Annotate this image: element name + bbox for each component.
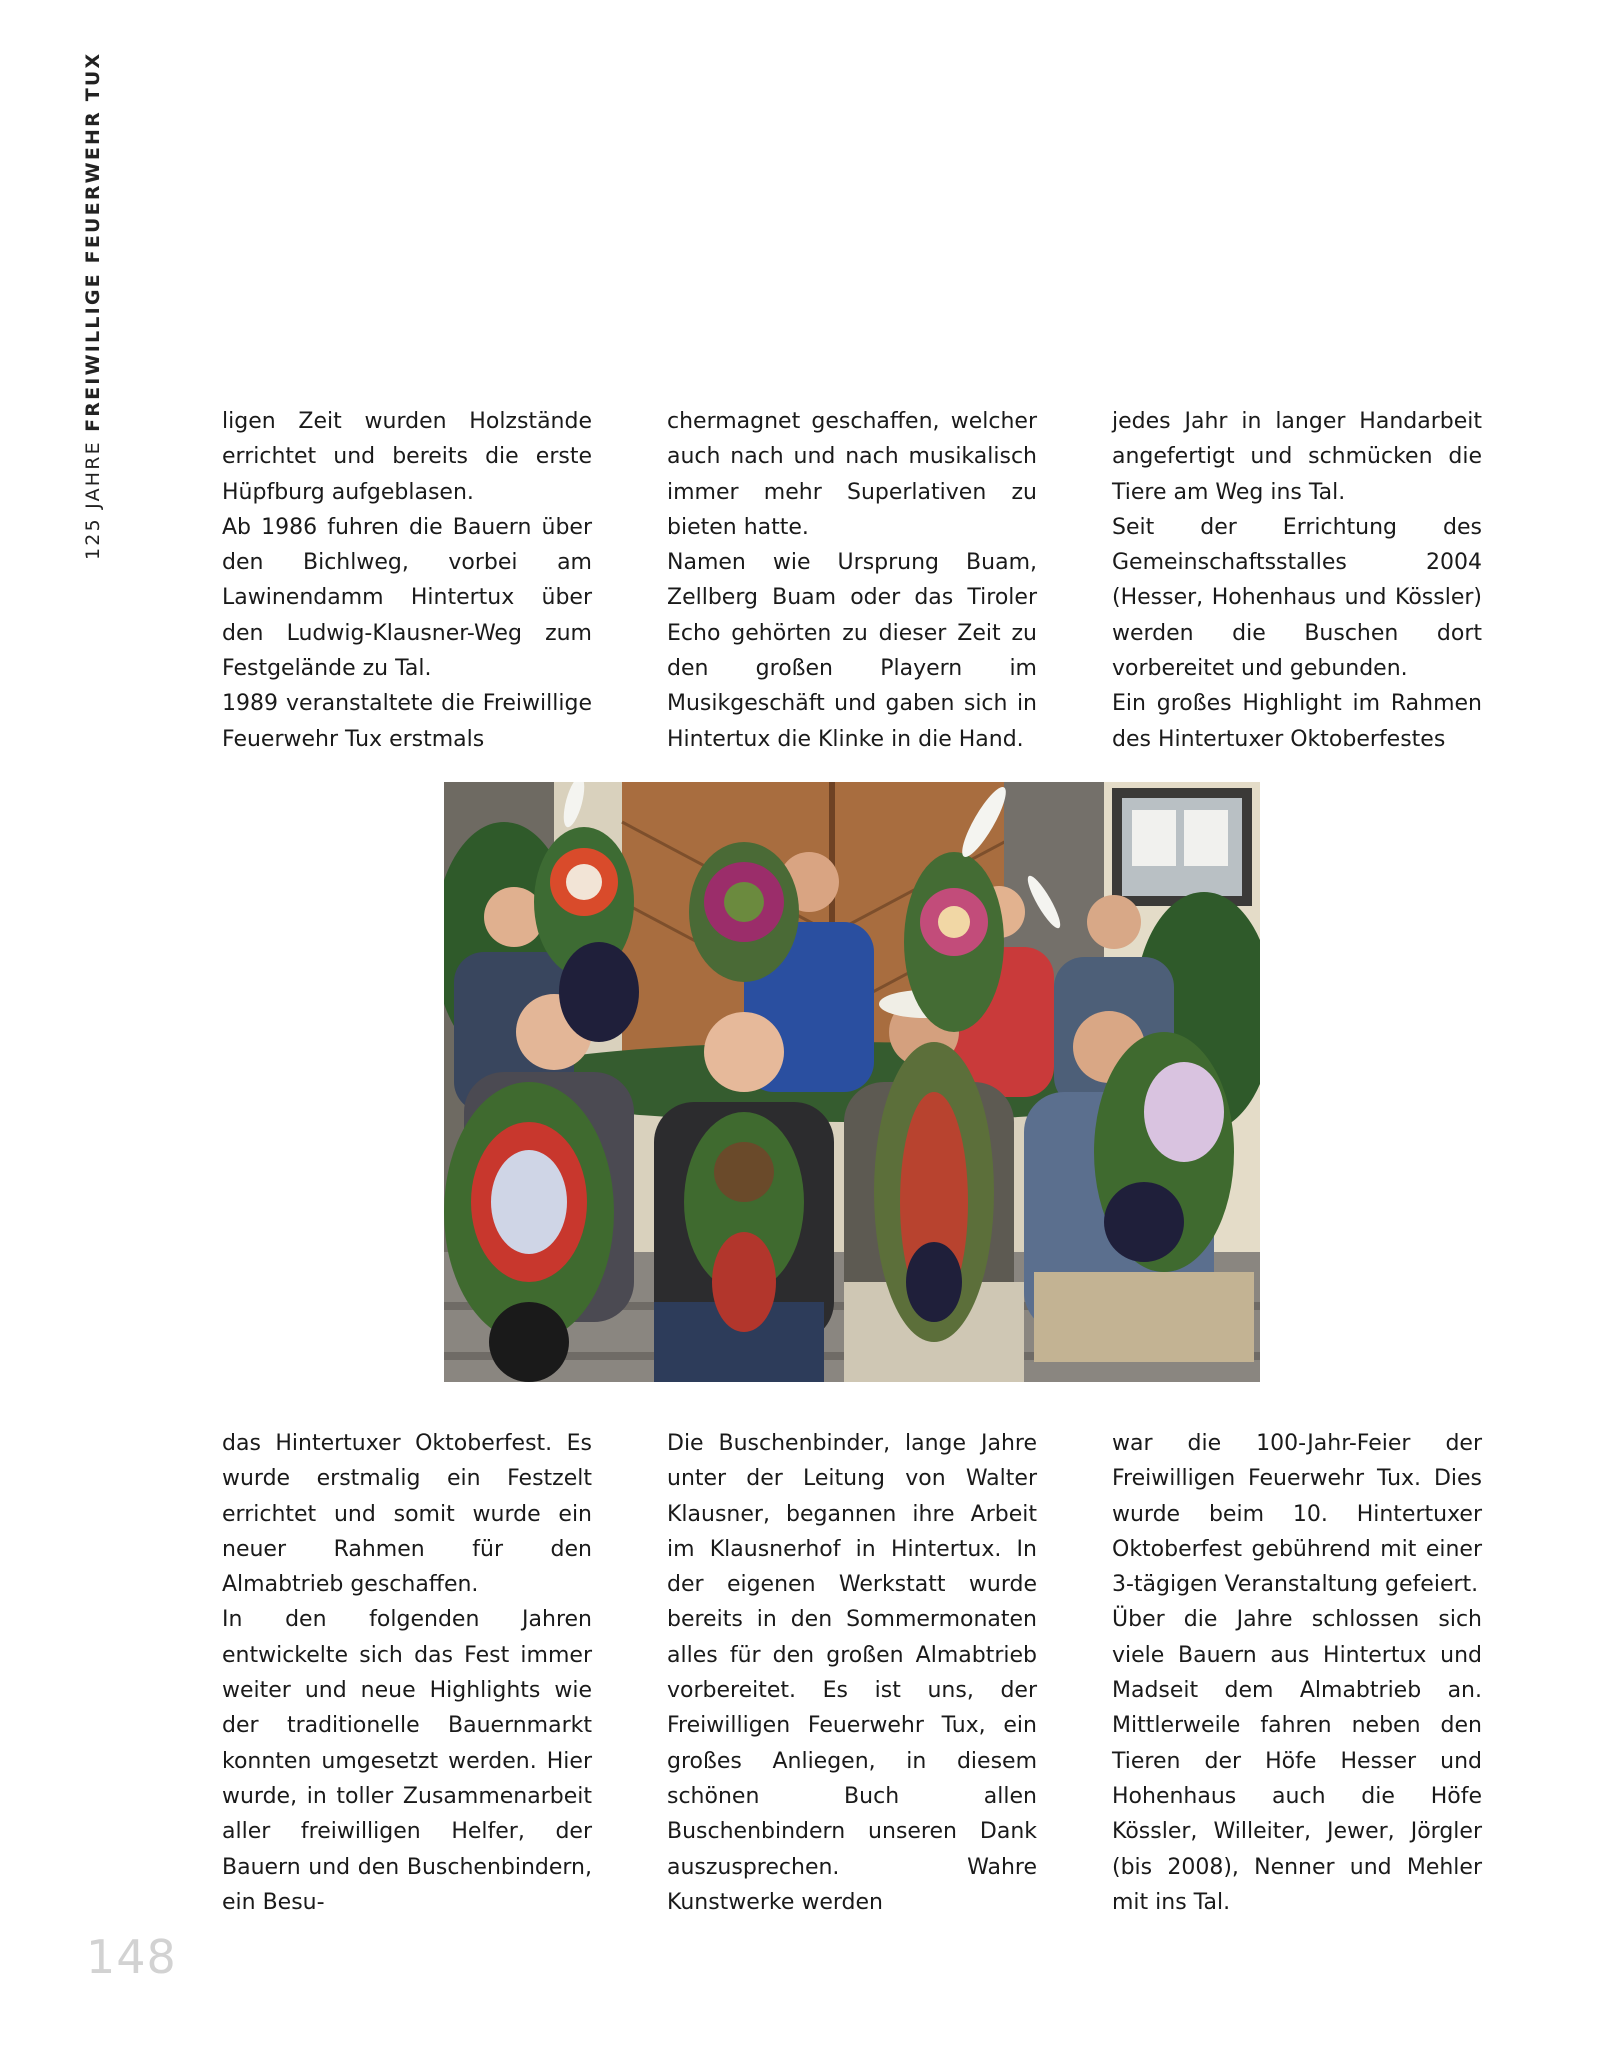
paragraph: Namen wie Ursprung Buam, Zellberg Buam oder das Tiroler Echo gehörten zu dieser Zeit zu den großen Playern im Musikgeschäft und gaben sich in Hintertux die Klinke in die Hand. [667, 550, 1037, 752]
text-column-top-2 [667, 404, 1037, 757]
paragraph: Über die Jahre schlossen sich viele Bauern aus Hintertux und Madseit dem Almabtrieb an. Mittlerweile fahren neben den Tieren der Höfe Hesser und Hohenhaus auch die Höfe Kössler, Willeiter, Jewer, Jörgler (bis 2008), Nenner und Mehler mit ins Tal. [1112, 1607, 1482, 1915]
paragraph: chermagnet geschaffen, welcher auch nach und nach musikalisch immer mehr Superlativen zu bieten hatte. [667, 409, 1037, 540]
running-head [82, 52, 104, 560]
text-column-bottom-2 [667, 1426, 1037, 1920]
paragraph: das Hintertuxer Oktoberfest. Es wurde erstmalig ein Festzelt errichtet und somit wurde ein neuer Rahmen für den Almabtrieb geschaffen. [222, 1431, 592, 1598]
paragraph: Die Buschenbinder, lange Jahre unter der Leitung von Walter Klausner, begannen ihre Arbeit im Klausnerhof in Hintertux. In der eigenen Werkstatt wurde bereits in den Sommermonaten alles für den großen Almabtrieb vorbereitet. Es ist uns, der Freiwilligen Feuerwehr Tux, ein großes Anliegen, in diesem schönen Buch allen Buschenbindern unseren Dank auszusprechen. Wahre Kunstwerke werden [667, 1431, 1037, 1915]
paragraph: jedes Jahr in langer Handarbeit angefertigt und schmücken die Tiere am Weg ins Tal. [1112, 409, 1482, 505]
paragraph: Seit der Errichtung des Gemeinschaftsstalles 2004 (Hesser, Hohenhaus und Kössler) werden die Buschen dort vorbereitet und gebunden. [1112, 514, 1482, 682]
running-head-title: FREIWILLIGE FEUERWEHR TUX [82, 51, 104, 432]
paragraph: war die 100-Jahr-Feier der Freiwilligen Feuerwehr Tux. Dies wurde beim 10. Hintertuxer Oktoberfest gebührend mit einer 3-tägigen Veranstaltung gefeiert. [1112, 1431, 1482, 1598]
paragraph: In den folgenden Jahren entwickelte sich das Fest immer weiter und neue Highlights wie der traditionelle Bauernmarkt konnten umgesetzt werden. Hier wurde, in toller Zusammenarbeit aller freiwilligen Helfer, der Bauern und den Buschenbindern, ein Besu- [222, 1607, 592, 1915]
group-photo [444, 782, 1260, 1382]
text-column-top-1 [222, 404, 592, 757]
running-head-prefix: 125 JAHRE [82, 431, 104, 560]
paragraph: Ein großes Highlight im Rahmen des Hintertuxer Oktoberfestes [1112, 691, 1482, 752]
text-column-bottom-3 [1112, 1426, 1482, 1920]
paragraph: Ab 1986 fuhren die Bauern über den Bichlweg, vorbei am Lawinendamm Hintertux über den Ludwig-Klausner-Weg zum Festgelände zu Tal. [222, 514, 592, 682]
paragraph: 1989 veranstaltete die Freiwillige Feuerwehr Tux erstmals [222, 691, 592, 752]
group-photo-illustration [444, 782, 1260, 1382]
page-number: 148 [86, 1930, 177, 1984]
text-column-bottom-1 [222, 1426, 592, 1920]
paragraph: ligen Zeit wurden Holzstände errichtet und bereits die erste Hüpfburg aufgeblasen. [222, 409, 592, 505]
text-column-top-3 [1112, 404, 1482, 757]
